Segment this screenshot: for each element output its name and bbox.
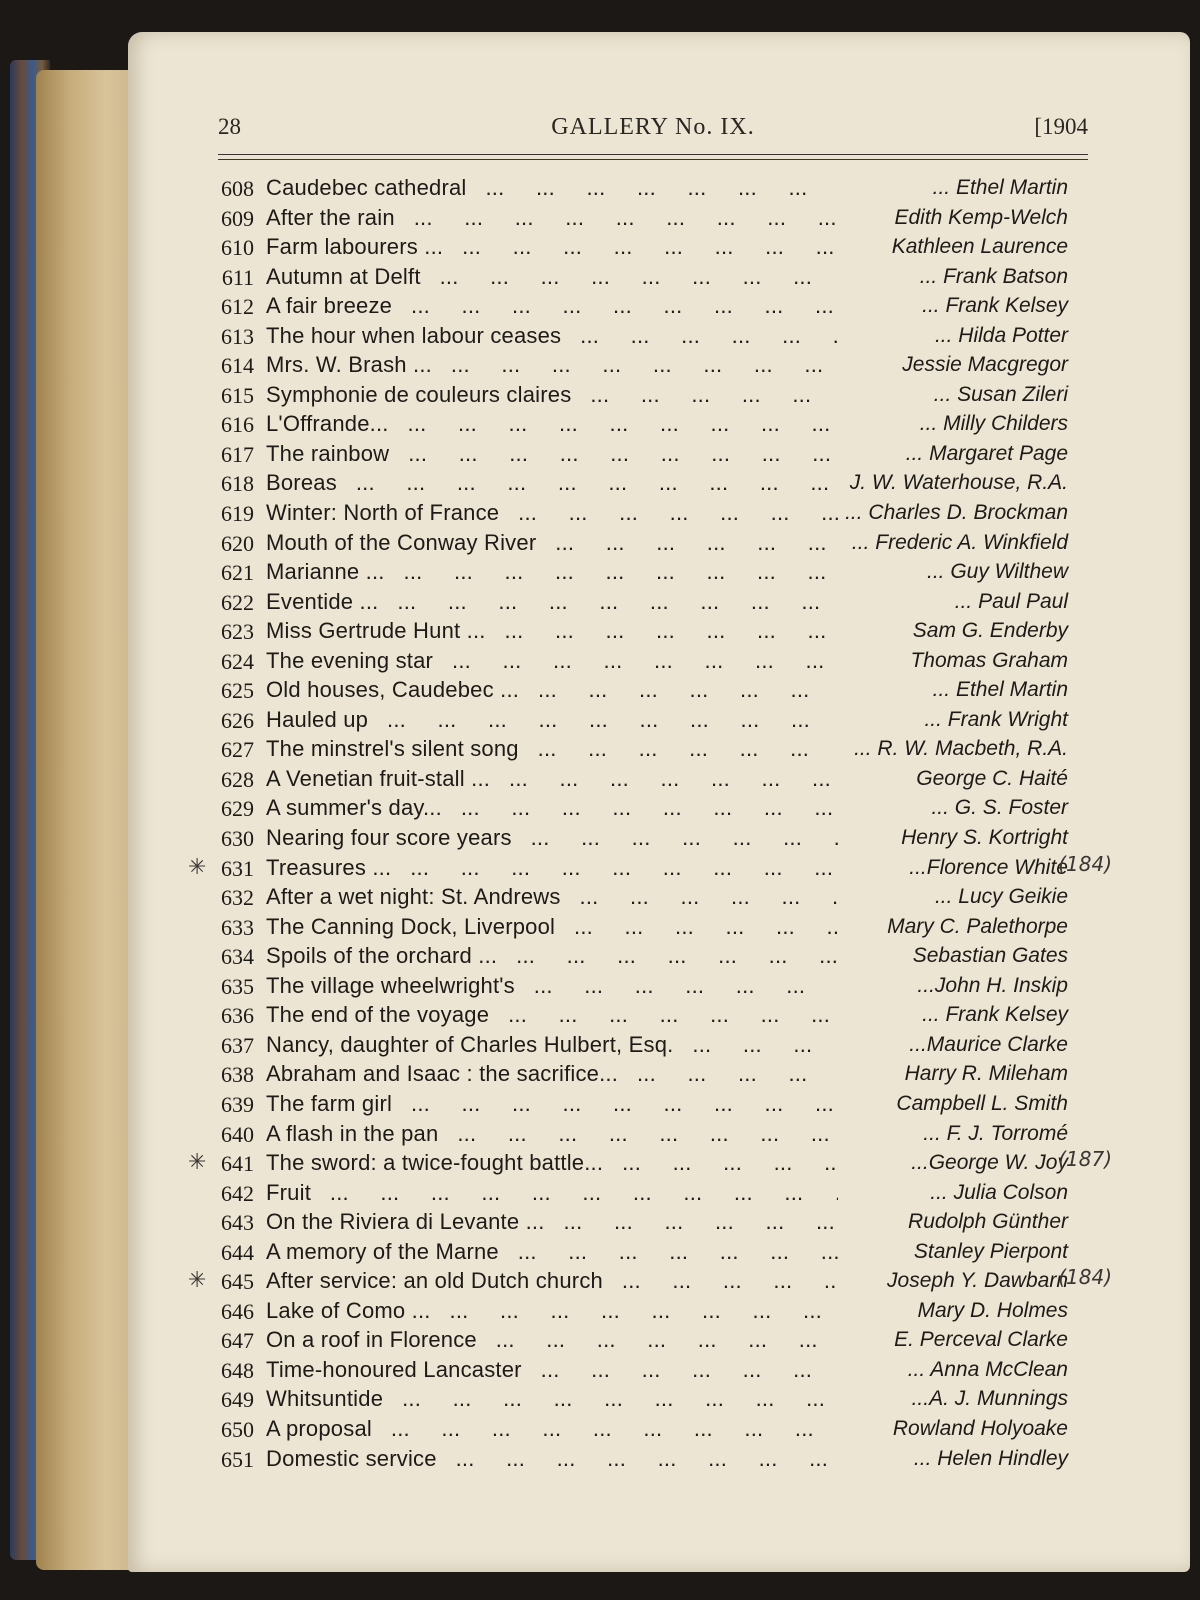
entry-number: 647 — [221, 1328, 254, 1354]
entry-number: 617 — [221, 441, 254, 467]
catalogue-entry — [198, 529, 1098, 559]
entry-artist: Kathleen Laurence — [891, 235, 1068, 259]
entry-title: Treasures ... ... — [266, 855, 838, 881]
entry-artist: Rowland Holyoake — [892, 1416, 1068, 1440]
catalogue-entry — [198, 676, 1098, 706]
entry-artist: ... Paul Paul — [954, 589, 1068, 613]
entry-number: 633 — [221, 914, 254, 940]
catalogue-entry — [198, 499, 1098, 529]
entry-artist: ... R. W. Macbeth, R.A. — [854, 737, 1068, 761]
entry-number: 626 — [221, 707, 254, 733]
entry-number: 641 — [221, 1151, 254, 1177]
entry-title: Nancy, daughter of Charles Hulbert, Esq. ... — [266, 1032, 838, 1058]
handwritten-note: (187) — [1058, 1147, 1112, 1172]
entry-artist: ... Margaret Page — [905, 441, 1068, 465]
entry-title: The village wheelwright's ... — [266, 973, 838, 999]
entry-title: After service: an old Dutch church ... — [266, 1268, 838, 1294]
catalogue-entry — [188, 1265, 1112, 1297]
entry-title: Fruit ... — [266, 1180, 838, 1206]
entry-number: 613 — [221, 323, 254, 349]
entry-title: Old houses, Caudebec ... ... — [266, 677, 838, 703]
catalogue-entry — [198, 322, 1098, 352]
entry-artist: Henry S. Kortright — [901, 826, 1068, 850]
entry-title: Mouth of the Conway River ... — [266, 530, 838, 556]
entry-title: On a roof in Florence ... — [266, 1327, 838, 1353]
entry-artist: Sam G. Enderby — [912, 619, 1068, 643]
entry-artist: Jessie Macgregor — [902, 353, 1068, 377]
entry-number: 638 — [221, 1062, 254, 1088]
entry-artist: ... Guy Wilthew — [926, 560, 1068, 584]
entry-artist: ... Frank Kelsey — [922, 1003, 1068, 1027]
entry-artist: Mary C. Palethorpe — [887, 914, 1068, 938]
entry-artist: ... Frederic A. Winkfield — [851, 530, 1068, 554]
entry-title: L'Offrande... ... — [266, 411, 838, 437]
entry-artist: Stanley Pierpont — [913, 1239, 1068, 1263]
page-title: GALLERY No. IX. — [551, 114, 755, 140]
entry-number: 623 — [221, 619, 254, 645]
entry-number: 624 — [221, 648, 254, 674]
entry-number: 648 — [221, 1357, 254, 1383]
catalogue-entry — [198, 913, 1098, 943]
catalogue-entry — [198, 174, 1098, 204]
entry-title: Miss Gertrude Hunt ... ... — [266, 618, 838, 644]
entry-title: Lake of Como ... ... — [266, 1298, 838, 1324]
catalogue-entry — [198, 233, 1098, 263]
entry-number: 637 — [221, 1032, 254, 1058]
entry-title: A flash in the pan ... — [266, 1121, 838, 1147]
catalogue-entry — [198, 1445, 1098, 1475]
catalogue-entry — [198, 1001, 1098, 1031]
entry-artist: ...Maurice Clarke — [909, 1032, 1068, 1056]
entry-title: Whitsuntide ... — [266, 1386, 838, 1412]
page-block-edge — [36, 70, 136, 1570]
entry-list — [188, 174, 1112, 1474]
catalogue-entry — [198, 381, 1098, 411]
entry-number: 616 — [221, 412, 254, 438]
catalogue-entry — [198, 469, 1098, 499]
catalogue-entry — [188, 851, 1112, 884]
catalogue-entry — [198, 883, 1098, 913]
entry-title: After a wet night: St. Andrews ... — [266, 884, 838, 910]
entry-title: The rainbow ... — [266, 441, 838, 467]
entry-title: Symphonie de couleurs claires ... — [266, 382, 838, 408]
entry-number: 609 — [221, 205, 254, 231]
entry-artist: Edith Kemp-Welch — [894, 205, 1068, 229]
entry-artist: ... Julia Colson — [930, 1180, 1068, 1204]
catalogue-entry — [198, 765, 1098, 795]
entry-number: 635 — [221, 973, 254, 999]
catalogue-entry — [198, 351, 1098, 381]
handwritten-note: (184) — [1058, 1265, 1112, 1290]
entry-title: A fair breeze ... — [266, 293, 838, 319]
entry-artist: ... Ethel Martin — [932, 176, 1068, 199]
entry-number: 629 — [221, 796, 254, 822]
entry-artist: ...A. J. Munnings — [911, 1387, 1068, 1411]
catalogue-entry — [198, 647, 1098, 677]
entry-title: The end of the voyage ... — [266, 1002, 838, 1028]
entry-artist: ... F. J. Torromé — [923, 1121, 1068, 1145]
entry-artist: Rudolph Günther — [908, 1210, 1068, 1234]
entry-artist: ... Hilda Potter — [934, 323, 1068, 347]
catalogue-entry — [198, 1326, 1098, 1356]
entry-number: 610 — [221, 235, 254, 261]
entry-number: 608 — [221, 176, 254, 201]
entry-artist: Sebastian Gates — [912, 944, 1068, 968]
catalogue-entry — [198, 1297, 1098, 1327]
entry-artist: Campbell L. Smith — [896, 1091, 1068, 1115]
catalogue-entry — [198, 617, 1098, 647]
entry-artist: ... Frank Wright — [924, 707, 1068, 731]
entry-artist: ...George W. Joy — [911, 1151, 1068, 1175]
entry-artist: ... G. S. Foster — [931, 796, 1068, 820]
entry-number: 640 — [221, 1121, 254, 1147]
catalogue-entry — [198, 1385, 1098, 1415]
handwritten-note: (184) — [1058, 851, 1112, 876]
entry-artist: ... Frank Kelsey — [922, 294, 1068, 318]
entry-number: 619 — [221, 501, 254, 527]
catalogue-entry — [198, 410, 1098, 440]
entry-number: 630 — [221, 826, 254, 852]
entry-artist: ... Milly Childers — [919, 412, 1068, 436]
catalogue-entry — [198, 1356, 1098, 1386]
entry-title: Abraham and Isaac : the sacrifice... ... — [266, 1061, 838, 1087]
entry-title: Farm labourers ... ... — [266, 234, 838, 260]
entry-artist: ... Lucy Geikie — [934, 885, 1068, 909]
entry-number: 639 — [221, 1091, 254, 1117]
entry-number: 646 — [221, 1298, 254, 1324]
entry-title: A memory of the Marne ... — [266, 1239, 838, 1265]
catalogue-entry — [198, 1415, 1098, 1445]
entry-artist: ...Florence White — [909, 855, 1068, 879]
catalogue-entry — [198, 1208, 1098, 1238]
entry-artist: ... Susan Zileri — [933, 382, 1068, 406]
entry-number: 651 — [221, 1446, 254, 1472]
entry-title: A proposal ... — [266, 1416, 838, 1442]
catalogue-entry — [198, 558, 1098, 588]
catalogue-entry — [198, 1179, 1098, 1209]
entry-title: Boreas ... — [266, 470, 838, 496]
catalogue-entry — [198, 706, 1098, 736]
entry-artist: George C. Haité — [916, 766, 1068, 790]
entry-number: 611 — [221, 264, 254, 290]
entry-number: 631 — [221, 855, 254, 881]
entry-title: A summer's day... ... — [266, 795, 838, 821]
entry-title: Mrs. W. Brash ... ... — [266, 352, 838, 378]
entry-artist: ... Helen Hindley — [913, 1446, 1068, 1470]
entry-artist: ... Frank Batson — [919, 264, 1068, 288]
entry-title: Autumn at Delft ... — [266, 264, 838, 290]
page-number: 28 — [218, 114, 241, 139]
entry-number: 614 — [221, 353, 254, 379]
entry-artist: Mary D. Holmes — [917, 1298, 1068, 1322]
entry-title: The evening star ... — [266, 648, 838, 674]
entry-number: 620 — [221, 530, 254, 556]
catalogue-entry — [198, 588, 1098, 618]
entry-number: 625 — [221, 678, 254, 704]
entry-number: 649 — [221, 1387, 254, 1413]
entry-artist: Harry R. Mileham — [904, 1062, 1068, 1086]
catalogue-entry — [198, 1031, 1098, 1061]
entry-artist: ... Ethel Martin — [932, 678, 1068, 702]
entry-number: 643 — [221, 1210, 254, 1236]
catalogue-entry — [198, 1238, 1098, 1268]
header-rule-top — [218, 154, 1088, 155]
catalogue-entry — [198, 735, 1098, 765]
header-rule-bottom — [218, 159, 1088, 160]
entry-number: 642 — [221, 1180, 254, 1206]
catalogue-entry — [198, 440, 1098, 470]
entry-number: 628 — [221, 766, 254, 792]
entry-title: The farm girl ... — [266, 1091, 838, 1117]
entry-number: 622 — [221, 589, 254, 615]
entry-number: 644 — [221, 1239, 254, 1265]
catalogue-entry — [198, 942, 1098, 972]
catalogue-entry — [198, 794, 1098, 824]
catalogue-page — [128, 32, 1190, 1572]
entry-artist: ... Charles D. Brockman — [845, 501, 1068, 525]
handwritten-asterisk-mark: ✳ — [188, 1150, 207, 1176]
entry-artist: ...John H. Inskip — [917, 973, 1068, 997]
entry-title: Nearing four score years ... — [266, 825, 838, 851]
entry-title: After the rain ... — [266, 205, 838, 231]
entry-number: 615 — [221, 382, 254, 408]
entry-number: 634 — [221, 944, 254, 970]
catalogue-entry — [198, 263, 1098, 293]
entry-number: 645 — [221, 1269, 254, 1295]
entry-number: 618 — [221, 471, 254, 497]
catalogue-entry — [198, 972, 1098, 1002]
entry-title: Hauled up ... — [266, 707, 838, 733]
catalogue-entry — [198, 292, 1098, 322]
entry-number: 636 — [221, 1003, 254, 1029]
catalogue-entry — [198, 1060, 1098, 1090]
entry-number: 650 — [221, 1416, 254, 1442]
handwritten-asterisk-mark: ✳ — [188, 854, 207, 880]
entry-artist: J. W. Waterhouse, R.A. — [849, 471, 1068, 495]
handwritten-asterisk-mark: ✳ — [188, 1268, 207, 1294]
year-label: [1904 — [1034, 114, 1088, 139]
entry-title: Eventide ... ... — [266, 589, 838, 615]
catalogue-entry — [188, 1147, 1112, 1179]
catalogue-entry — [198, 1090, 1098, 1120]
entry-title: Winter: North of France ... — [266, 500, 838, 526]
entry-number: 612 — [221, 294, 254, 320]
catalogue-entry — [198, 204, 1098, 234]
entry-artist: E. Perceval Clarke — [894, 1328, 1068, 1352]
entry-title: A Venetian fruit-stall ... ... — [266, 766, 838, 792]
entry-number: 627 — [221, 737, 254, 763]
entry-artist: ... Anna McClean — [907, 1357, 1068, 1381]
entry-title: The hour when labour ceases ... — [266, 323, 838, 349]
entry-title: On the Riviera di Levante ... ... — [266, 1209, 838, 1235]
entry-title: Time-honoured Lancaster ... — [266, 1357, 838, 1383]
entry-artist: Thomas Graham — [910, 648, 1068, 672]
catalogue-entry — [198, 1120, 1098, 1150]
entry-title: Caudebec cathedral ... — [266, 175, 838, 201]
entry-title: The minstrel's silent song ... — [266, 736, 838, 762]
entry-title: The sword: a twice-fought battle... ... — [266, 1150, 838, 1176]
entry-number: 621 — [221, 560, 254, 586]
entry-number: 632 — [221, 885, 254, 911]
catalogue-entry — [198, 824, 1098, 854]
running-head — [218, 114, 1088, 154]
entry-title: Domestic service ... — [266, 1446, 838, 1472]
entry-title: The Canning Dock, Liverpool ... — [266, 914, 838, 940]
entry-title: Spoils of the orchard ... ... — [266, 943, 838, 969]
entry-title: Marianne ... ... — [266, 559, 838, 585]
entry-artist: Joseph Y. Dawbarn — [887, 1269, 1068, 1293]
